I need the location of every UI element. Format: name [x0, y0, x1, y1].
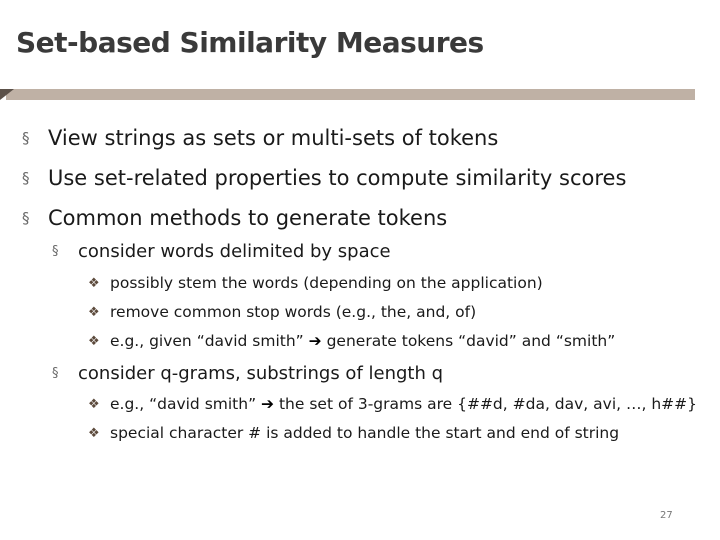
detail-item	[88, 419, 708, 448]
bullet-item	[22, 198, 712, 238]
diamond-bullet-icon: ❖	[88, 276, 100, 291]
sub-bullet-text: consider q-grams, substrings of length q	[78, 363, 444, 384]
diamond-bullet-icon: ❖	[88, 305, 100, 320]
detail-item	[88, 269, 708, 298]
arrow-icon: ➔	[261, 395, 275, 413]
bullet-icon: §	[52, 244, 59, 259]
detail-item	[88, 390, 708, 419]
main-bullet-list	[22, 118, 712, 238]
detail-item	[88, 298, 708, 327]
diamond-bullet-icon: ❖	[88, 426, 100, 441]
detail-text-pre: e.g., given “david smith”	[110, 332, 304, 350]
diamond-bullet-icon: ❖	[88, 397, 100, 412]
detail-text-post: the set of 3-grams are {##d, #da, dav, avi, …, h##}	[278, 395, 698, 413]
detail-text-post: generate tokens “david” and “smith”	[326, 332, 616, 350]
bullet-icon: §	[22, 129, 30, 147]
bullet-text: View strings as sets or multi-sets of tokens	[48, 126, 499, 150]
diamond-bullet-icon: ❖	[88, 334, 100, 349]
title-divider-notch	[0, 89, 14, 100]
bullet-item	[22, 158, 712, 198]
bullet-item	[22, 118, 712, 158]
slide-title: Set-based Similarity Measures	[16, 26, 484, 59]
sub-bullet-list-words	[52, 238, 702, 266]
detail-text: possibly stem the words (depending on the application)	[110, 274, 543, 292]
bullet-icon: §	[22, 169, 30, 187]
bullet-text: Use set-related properties to compute similarity scores	[48, 166, 627, 190]
bullet-text: Common methods to generate tokens	[48, 206, 448, 230]
sub-bullet-text: consider words delimited by space	[78, 241, 391, 262]
detail-list-words	[88, 269, 708, 356]
detail-list-qgrams	[88, 390, 708, 448]
sub-bullet-item	[52, 360, 702, 388]
detail-item	[88, 327, 708, 356]
sub-bullet-item	[52, 238, 702, 266]
detail-text: remove common stop words (e.g., the, and, of)	[110, 303, 477, 321]
arrow-icon: ➔	[308, 332, 322, 350]
page-number: 27	[660, 510, 673, 521]
sub-bullet-list-qgrams	[52, 360, 702, 388]
detail-text: special character # is added to handle the start and end of string	[110, 424, 620, 442]
bullet-icon: §	[52, 366, 59, 381]
bullet-icon: §	[22, 209, 30, 227]
title-divider	[6, 89, 695, 100]
detail-text-pre: e.g., “david smith”	[110, 395, 257, 413]
